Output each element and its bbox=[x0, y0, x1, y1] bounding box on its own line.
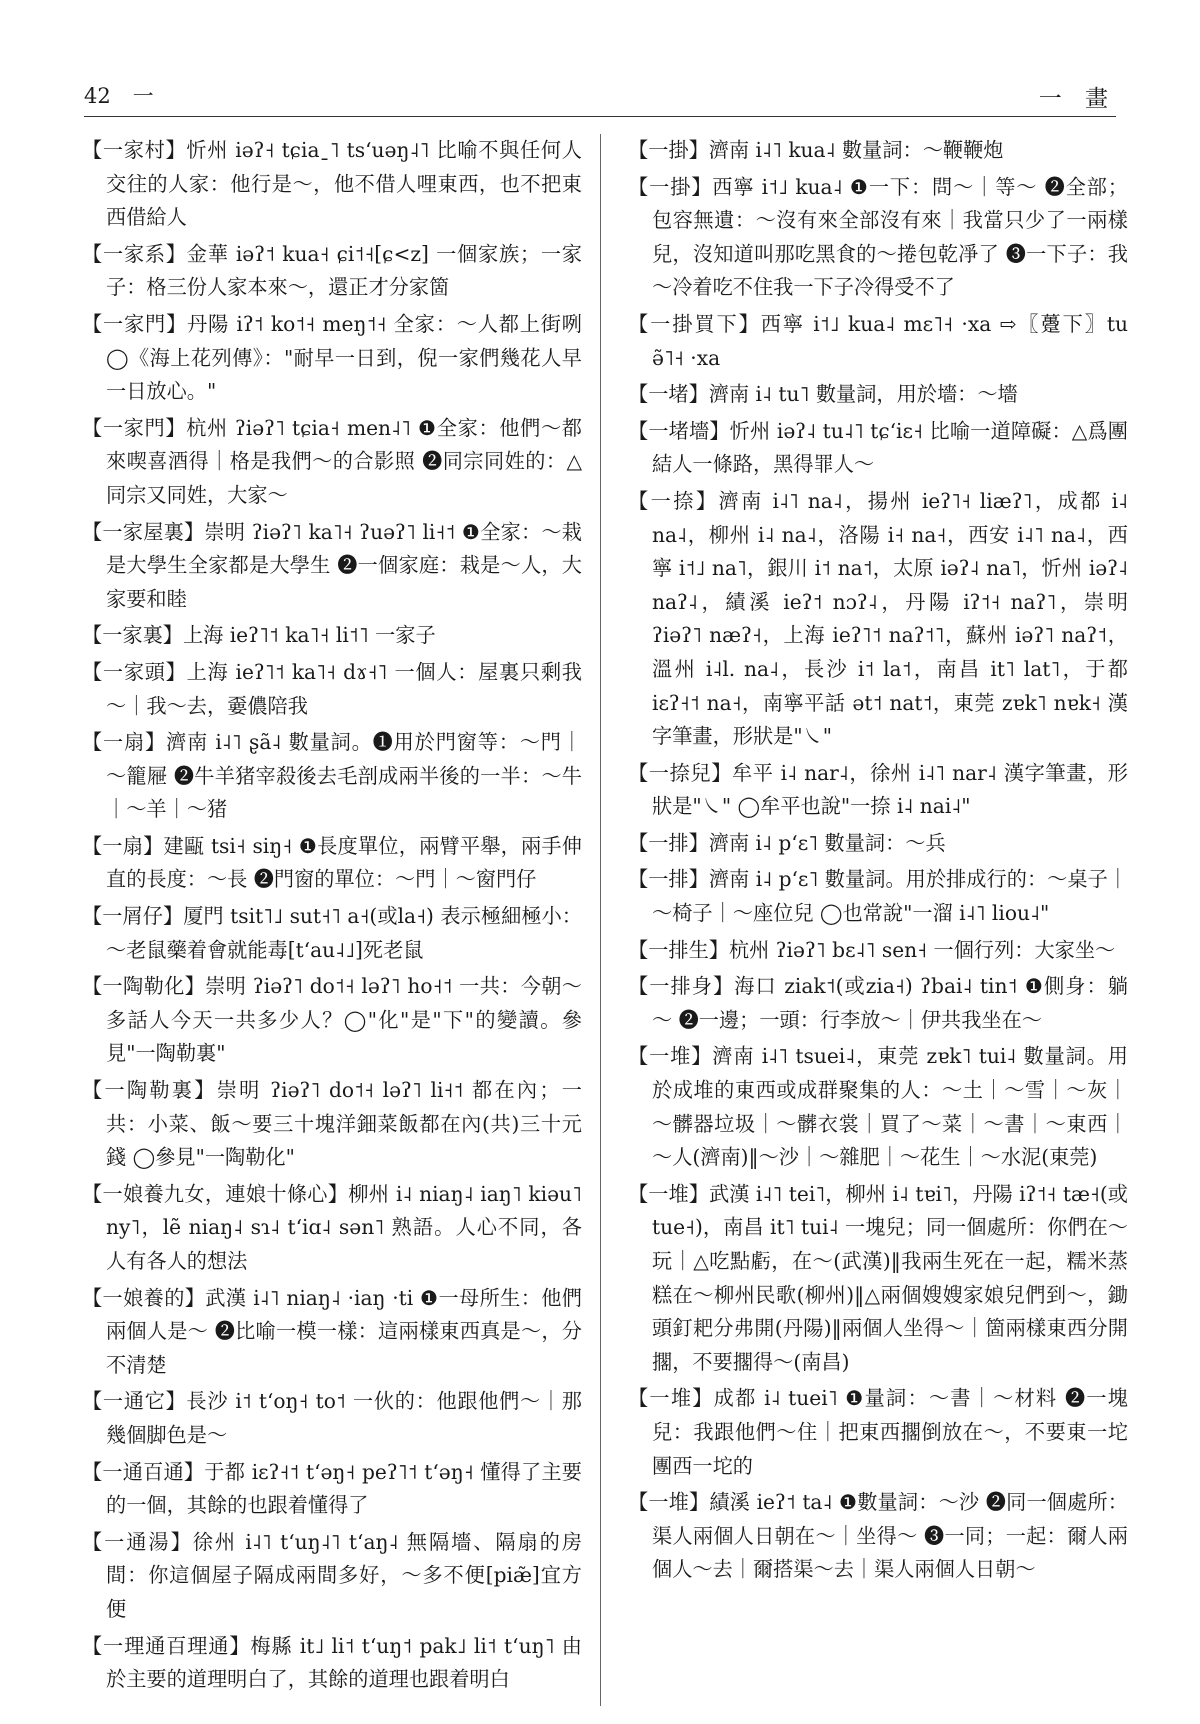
dictionary-entry: 【一通百通】于都 iɛʔ˧˦ tʻəŋ˧ peʔ˥˦ tʻəŋ˧ 懂得了主要的一個，其餘的也跟着懂得了 bbox=[82, 1459, 582, 1518]
dictionary-entry: 【一堆】武漢 i˨˥ tei˥，柳州 i˨ tɐi˥，丹陽 iʔ˦˧ tæ˧(或tue˧)，南昌 it˥ tui˨ 一塊兒；同一個處所：你們在～玩｜△吃點虧，在～(武漢)‖我兩生死在一起，糯米蒸糕在～柳州民歌(柳州)‖△兩個嫂嫂家娘兒們到～，鋤頭釘耙分弗開(丹陽)‖兩個人坐得～｜箇兩樣東西分開擱，不要擱得～(南昌) bbox=[628, 1181, 1128, 1374]
dictionary-entry: 【一堆】濟南 i˨˥ tsuei˨，東莞 zɐk˥ tui˨ 數量詞。用於成堆的東西或成群聚集的人：～土｜～雪｜～灰｜～髒器垃圾｜～髒衣裳｜買了～菜｜～書｜～東西｜～人(濟南)‖～沙｜～雜肥｜～花生｜～水泥(東莞) bbox=[628, 1044, 1128, 1170]
column-divider bbox=[600, 134, 601, 1706]
dictionary-entry: 【一扇】濟南 i˨˥ ʂã˨ 數量詞。❶用於門窗等：～門｜～籠屜 ❷牛羊猪宰殺後去毛剖成兩半後的一半：～牛｜～羊｜～猪 bbox=[82, 730, 582, 822]
dictionary-entry: 【一掛】西寧 i˦˩ kua˨ ❶一下：問～｜等～ ❷全部；包容無遺：～沒有來全部沒有來｜我當只少了一兩樣兒，沒知道叫那吃黑食的～捲包乾凈了 ❸一下子：我～冷着吃不住我一下子冷得受不了 bbox=[628, 174, 1128, 300]
dictionary-entry: 【一屑仔】厦門 tsit˥˩ sut˧˥ a˧(或la˧) 表示極細極小：～老鼠藥着會就能毒[tʻau˨˩]死老鼠 bbox=[82, 904, 582, 962]
page-number: 42 bbox=[84, 84, 111, 108]
header-section-char: 一 bbox=[132, 84, 154, 108]
dictionary-entry: 【一通它】長沙 i˦ tʻoŋ˧ to˦ 一伙的：他跟他們～｜那幾個脚色是～ bbox=[82, 1389, 582, 1447]
header-section-title: 一 畫 bbox=[1038, 86, 1116, 112]
dictionary-entry: 【一家頭】上海 ieʔ˥˦ ka˥˧ dɤ˧˥ 一個人：屋裏只剩我～｜我～去，嫑儂陪我 bbox=[82, 659, 582, 718]
dictionary-entry: 【一掛買下】西寧 i˦˩ kua˨ mɛ˥˧ ·xa ⇨〖躉下〗tu ə̃˥˧ ·xa bbox=[628, 311, 1128, 370]
dictionary-entry: 【一家門】杭州 ʔiəʔ˥ tɕia˧ men˨˥ ❶全家：他們～都來喫喜酒得｜格是我們～的合影照 ❷同宗同姓的：△同宗又同姓，大家～ bbox=[82, 415, 582, 507]
dictionary-entry: 【一家屋裏】崇明 ʔiəʔ˥ ka˥˧ ʔuəʔ˥ li˧˦ ❶全家：～栽是大學生全家都是大學生 ❷一個家庭：栽是～人，大家要和睦 bbox=[82, 519, 582, 611]
dictionary-entry: 【一家門】丹陽 iʔ˦ ko˦˧ meŋ˦˧ 全家：～人都上街咧 ◯《海上花列傳》："耐早一日到，倪一家們幾花人早一日放心。" bbox=[82, 311, 582, 404]
dictionary-entry: 【一捺兒】牟平 i˨ nar˨，徐州 i˨˥ nar˨ 漢字筆畫，形狀是"㇏" ◯牟平也說"一捺 i˨ nai˨" bbox=[628, 760, 1128, 819]
dictionary-entry: 【一堵墻】忻州 iəʔ˨ tu˨˥ tɕʻiɛ˧ 比喻一道障礙：△爲團結人一條路，黑得罪人～ bbox=[628, 418, 1128, 477]
dictionary-entry: 【一娘養的】武漢 i˨˥ niaŋ˨ ·iaŋ ·ti ❶一母所生：他們兩個人是～ ❷比喻一模一樣：這兩樣東西真是～，分不清楚 bbox=[82, 1285, 582, 1377]
dictionary-entry: 【一陶勒裏】崇明 ʔiəʔ˥ do˦˧ ləʔ˥ li˧˦ 都在內；一共：小菜、飯～要三十塊洋鈿菜飯都在內(共)三十元錢 ◯參見"一陶勒化" bbox=[82, 1078, 582, 1170]
dictionary-entry: 【一陶勒化】崇明 ʔiəʔ˥ do˦˧ ləʔ˥ ho˧˦ 一共：今朝～多話人今天一共多少人？◯"化"是"下"的變讀。參見"一陶勒裏" bbox=[82, 974, 582, 1066]
dictionary-entry: 【一堆】績溪 ieʔ˦ ta˨ ❶數量詞：～沙 ❷同一個處所：渠人兩個人日朝在～｜坐得～ ❸一同；一起：爾人兩個人～去｜爾搭渠～去｜渠人兩個人日朝～ bbox=[628, 1490, 1128, 1582]
header-left bbox=[84, 80, 154, 110]
right-column bbox=[628, 134, 1128, 1590]
left-column bbox=[82, 134, 582, 1700]
dictionary-entry: 【一家系】金華 iəʔ˦ kua˧ ɕi˦˧[ɕ<z] 一個家族；一家子：格三份人家本來～，還正才分家箇 bbox=[82, 241, 582, 300]
dictionary-entry: 【一排】濟南 i˨ pʻɛ˥ 數量詞：～兵 bbox=[628, 830, 946, 855]
dictionary-entry: 【一扇】建甌 tsi˧ siŋ˧ ❶長度單位，兩臂平舉，兩手伸直的長度：～長 ❷門窗的單位：～門｜～窗門仔 bbox=[82, 833, 582, 892]
page-header bbox=[84, 80, 1116, 114]
dictionary-entry: 【一堆】成都 i˨ tuei˥ ❶量詞：～書｜～材料 ❷一塊兒：我跟他們～住｜把東西擱倒放在～，不要東一坨團西一坨的 bbox=[628, 1386, 1128, 1478]
dictionary-entry: 【一捺】濟南 i˨˥ na˨，揚州 ieʔ˥˧ liæʔ˥，成都 i˨ na˨，柳州 i˨ na˨，洛陽 i˧ na˧，西安 i˨˥ na˨，西寧 i˦˩ na˥，銀川 i˦ na˦，太原 iəʔ˨ na˥，忻州 iəʔ˨ naʔ˨，績溪 ieʔ˦ nɔʔ˨，丹陽 iʔ˦˧ naʔ˥，崇明 ʔiəʔ˥ næʔ˧，上海 ieʔ˥˦ naʔ˦˥，蘇州 iəʔ˥ naʔ˦，溫州 i˨l. na˨，長沙 i˦ la˦，南昌 it˥ lat˥，于都 iɛʔ˧˦ na˧，南寧平話 ət˦ nat˦，東莞 zɐk˥ nɐk˧ 漢字筆畫，形狀是"㇏" bbox=[628, 488, 1128, 749]
dictionary-entry: 【一娘養九女，連娘十條心】柳州 i˨ niaŋ˨ iaŋ˥ kiəu˥ ny˥，lẽ niaŋ˨ sɿ˨ tʻiɑ˨ sən˥ 熟語。人心不同，各人有各人的想法 bbox=[82, 1181, 582, 1273]
dictionary-entry: 【一家裏】上海 ieʔ˥˦ ka˥˧ li˦˥ 一家子 bbox=[82, 623, 436, 648]
dictionary-entry: 【一堵】濟南 i˨ tu˥ 數量詞，用於墻：～墻 bbox=[628, 382, 1018, 407]
dictionary-entry: 【一理通百理通】梅縣 it˩ li˦ tʻuŋ˦ pak˩ li˦ tʻuŋ˥ 由於主要的道理明白了，其餘的道理也跟着明白 bbox=[82, 1633, 582, 1692]
dictionary-entry: 【一排生】杭州 ʔiəʔ˥ bɛ˨˥ sen˧ 一個行列：大家坐～ bbox=[628, 937, 1116, 962]
dictionary-entry: 【一家村】忻州 iəʔ˧ tɕiaˍ˥ tsʻuəŋ˨˥ 比喻不與任何人交往的人家：他行是～，他不借人哩東西，也不把東西借給人 bbox=[82, 138, 582, 230]
dictionary-entry: 【一排】濟南 i˨ pʻɛ˥ 數量詞。用於排成行的：～桌子｜～椅子｜～座位兒 ◯也常說"一溜 i˨˥ liou˨" bbox=[628, 867, 1128, 926]
dictionary-entry: 【一掛】濟南 i˨˥ kua˨ 數量詞：～鞭鞭炮 bbox=[628, 138, 1004, 162]
dictionary-entry: 【一排身】海口 ziak˦(或zia˧) ʔbai˨ tin˦ ❶側身：躺～ ❷一邊；一頭：行李放～｜伊共我坐在～ bbox=[628, 974, 1128, 1032]
dictionary-entry: 【一通湯】徐州 i˨˥ tʻuŋ˨˥ tʻaŋ˨ 無隔墻、隔扇的房間：你這個屋子隔成兩間多好，～多不便[piæ̃]宜方便 bbox=[82, 1529, 582, 1621]
header-rule bbox=[84, 116, 1116, 117]
